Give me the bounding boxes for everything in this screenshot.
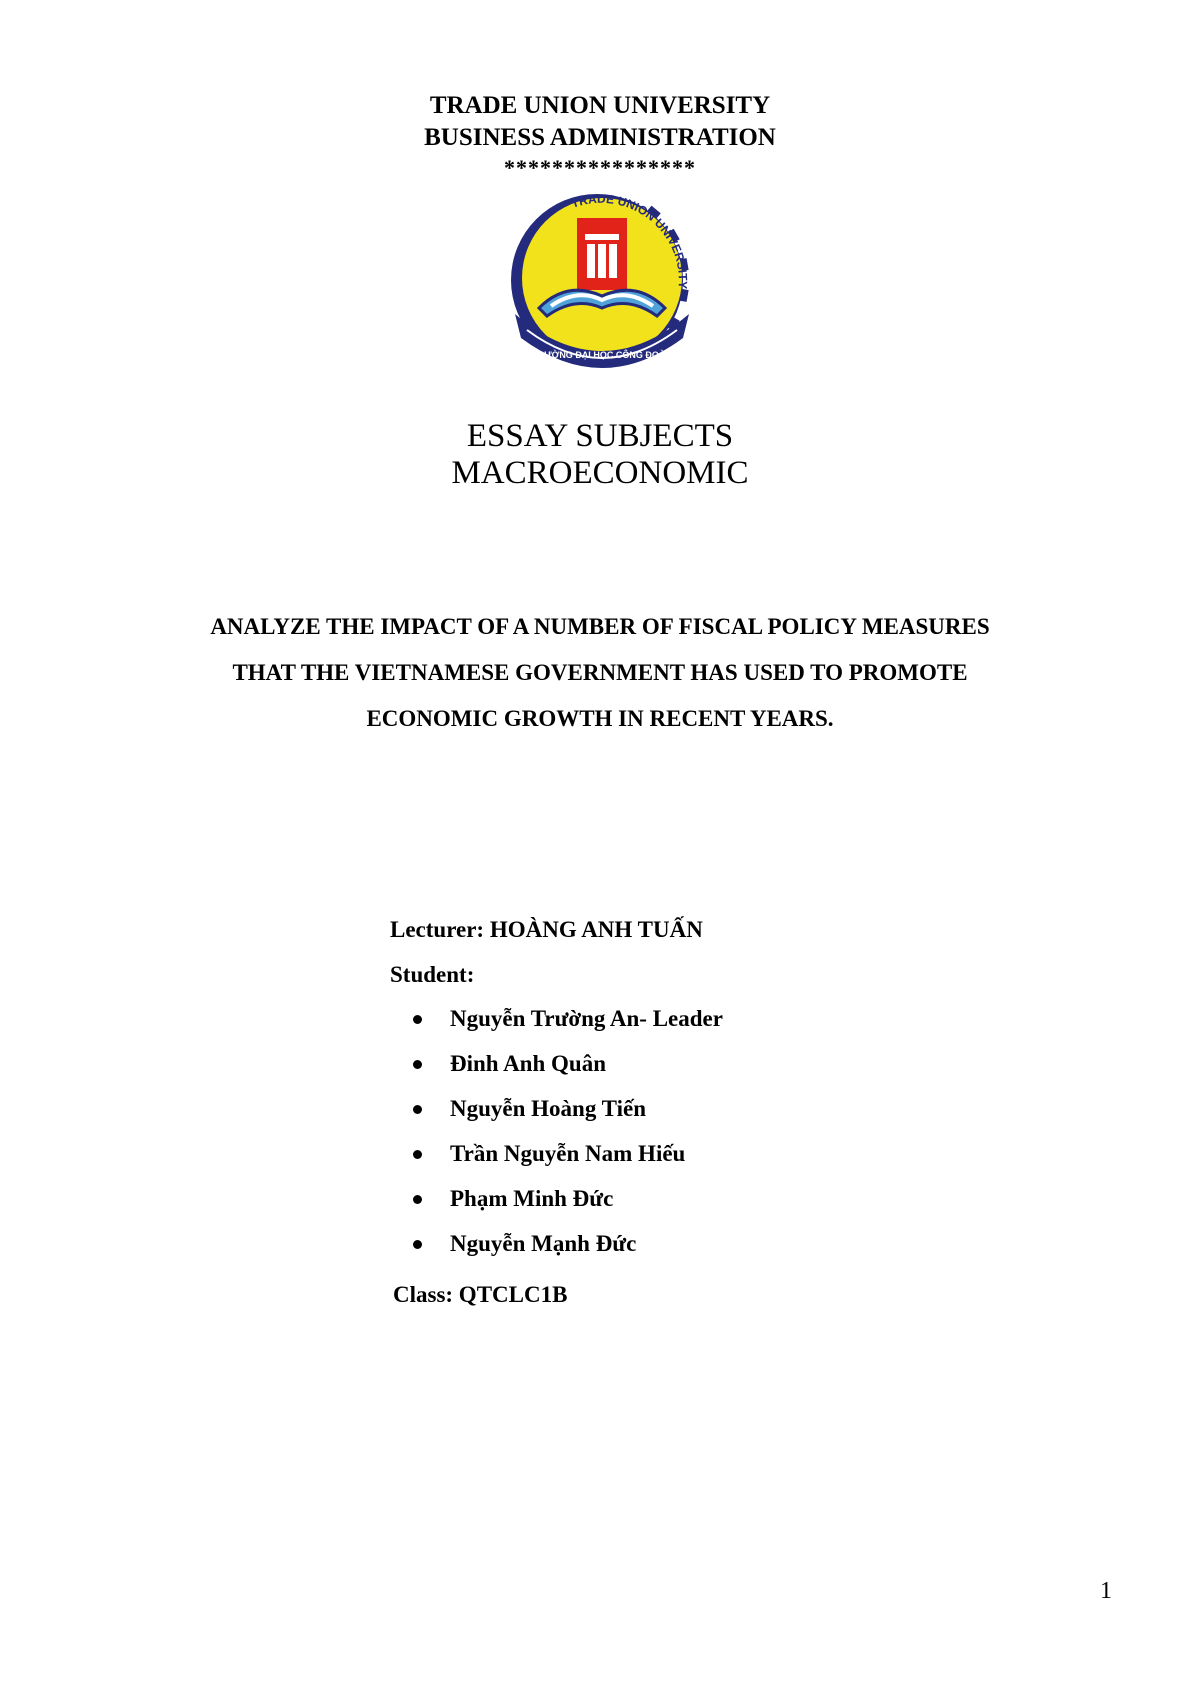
subject-name: MACROECONOMIC (451, 455, 749, 491)
separator-stars: **************** (504, 155, 696, 180)
bullet-icon (413, 1015, 422, 1024)
list-item: Nguyễn Mạnh Đức (413, 1229, 723, 1274)
list-item: Nguyễn Hoàng Tiến (413, 1094, 723, 1139)
list-item: Nguyễn Trường An- Leader (413, 1004, 723, 1049)
topic-line: ANALYZE THE IMPACT OF A NUMBER OF FISCAL POLICY MEASURES (210, 614, 990, 639)
bullet-icon (413, 1105, 422, 1114)
student-list (413, 1004, 723, 1274)
topic-line: THAT THE VIETNAMESE GOVERNMENT HAS USED TO PROMOTE (232, 660, 968, 685)
tower-emblem (577, 218, 627, 290)
page-number: 1 (1100, 1578, 1112, 1604)
class-line: Class: QTCLC1B (393, 1282, 568, 1307)
bullet-icon (413, 1060, 422, 1069)
subject-title: ESSAY SUBJECTS (466, 418, 734, 454)
svg-text:TRƯỜNG ĐẠI HỌC CÔNG ĐOÀN: TRƯỜNG ĐẠI HỌC CÔNG ĐOÀN (532, 350, 672, 360)
bullet-icon (413, 1195, 422, 1204)
list-item: Đinh Anh Quân (413, 1049, 723, 1094)
department-name: BUSINESS ADMINISTRATION (424, 124, 776, 151)
list-item: Trần Nguyễn Nam Hiếu (413, 1139, 723, 1184)
university-logo (507, 188, 693, 376)
student-label: Student: (390, 962, 475, 987)
university-name: TRADE UNION UNIVERSITY (429, 92, 771, 119)
topic-line: ECONOMIC GROWTH IN RECENT YEARS. (366, 706, 834, 731)
list-item: Phạm Minh Đức (413, 1184, 723, 1229)
bullet-icon (413, 1150, 422, 1159)
lecturer-line: Lecturer: HOÀNG ANH TUẤN (390, 917, 703, 942)
bullet-icon (413, 1240, 422, 1249)
svg-text:TRADE UNION UNIVERSITY: TRADE UNION UNIVERSITY (569, 191, 691, 290)
